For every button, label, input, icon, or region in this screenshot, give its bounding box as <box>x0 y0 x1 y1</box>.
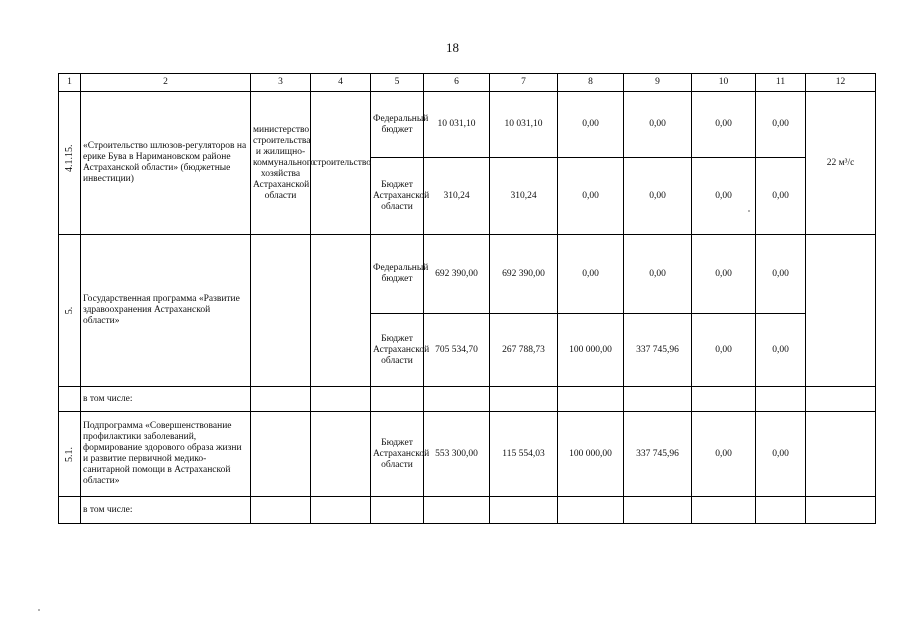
row-number: 5.1. <box>64 446 75 462</box>
including-label: в том числе: <box>81 497 251 524</box>
page-number: 18 <box>446 40 459 55</box>
result-cell <box>806 235 876 387</box>
value-cell: 0,00 <box>692 235 756 314</box>
program-name-cell: Подпрограмма «Совершенствование профилактики заболеваний, формирование здорового образа жизни и развитие первичной медико-санитарной помощи в Астраханской области» <box>81 412 251 497</box>
value-cell: 0,00 <box>756 314 806 387</box>
value-cell: 10 031,10 <box>490 92 558 158</box>
table-row <box>59 92 876 158</box>
executor-cell <box>251 412 311 497</box>
object-type-cell <box>311 235 371 387</box>
header-cell: 8 <box>558 74 624 92</box>
table-row <box>59 387 876 412</box>
funding-source-cell: Бюджет Астраханской области <box>371 412 424 497</box>
header-cell: 2 <box>81 74 251 92</box>
executor-cell <box>251 235 311 387</box>
value-cell: 310,24 <box>424 158 490 235</box>
header-cell: 9 <box>624 74 692 92</box>
row-number: 4.1.15. <box>64 144 75 172</box>
funding-source-cell: Федеральный бюджет <box>371 235 424 314</box>
table-row <box>59 235 876 314</box>
value-cell: 0,00 <box>756 158 806 235</box>
header-row <box>59 74 876 92</box>
value-cell: 0,00 <box>692 92 756 158</box>
value-cell: 310,24 <box>490 158 558 235</box>
table-row <box>59 412 876 497</box>
executor-cell: министерство строительства и жилищно-коммунального хозяйства Астраханской области <box>251 92 311 235</box>
budget-table <box>58 73 876 524</box>
value-cell: 0,00 <box>692 314 756 387</box>
value-cell: 115 554,03 <box>490 412 558 497</box>
program-name-cell: «Строительство шлюзов-регуляторов на ерике Бува в Наримановском районе Астраханской области» (бюджетные инвестиции) <box>81 92 251 235</box>
value-cell: 0,00 <box>692 412 756 497</box>
funding-source-cell: Бюджет Астраханской области <box>371 158 424 235</box>
header-cell: 6 <box>424 74 490 92</box>
header-cell: 3 <box>251 74 311 92</box>
header-cell: 10 <box>692 74 756 92</box>
program-name-cell: Государственная программа «Развитие здравоохранения Астраханской области» <box>81 235 251 387</box>
header-cell: 4 <box>311 74 371 92</box>
row-number-cell <box>59 92 81 235</box>
value-cell: 692 390,00 <box>424 235 490 314</box>
row-number-cell <box>59 235 81 387</box>
header-cell: 7 <box>490 74 558 92</box>
value-cell: 0,00 <box>624 235 692 314</box>
row-number-cell <box>59 412 81 497</box>
value-cell: 0,00 <box>558 235 624 314</box>
scan-speck <box>748 210 750 212</box>
object-type-cell <box>311 412 371 497</box>
result-cell <box>806 412 876 497</box>
table-row <box>59 497 876 524</box>
value-cell: 0,00 <box>756 412 806 497</box>
value-cell: 692 390,00 <box>490 235 558 314</box>
value-cell: 100 000,00 <box>558 314 624 387</box>
value-cell: 100 000,00 <box>558 412 624 497</box>
value-cell: 337 745,96 <box>624 314 692 387</box>
value-cell: 0,00 <box>756 235 806 314</box>
value-cell: 267 788,73 <box>490 314 558 387</box>
value-cell: 0,00 <box>558 158 624 235</box>
including-label: в том числе: <box>81 387 251 412</box>
funding-source-cell: Федеральный бюджет <box>371 92 424 158</box>
row-number-cell <box>59 387 81 412</box>
value-cell: 337 745,96 <box>624 412 692 497</box>
header-cell: 1 <box>59 74 81 92</box>
value-cell: 10 031,10 <box>424 92 490 158</box>
header-cell: 12 <box>806 74 876 92</box>
value-cell: 0,00 <box>558 92 624 158</box>
header-cell: 5 <box>371 74 424 92</box>
object-type-cell: строительство <box>311 92 371 235</box>
scan-speck <box>38 609 40 611</box>
row-number: 5. <box>64 306 75 315</box>
value-cell: 0,00 <box>756 92 806 158</box>
result-cell: 22 м³/с <box>806 92 876 235</box>
row-number-cell <box>59 497 81 524</box>
value-cell: 705 534,70 <box>424 314 490 387</box>
value-cell: 0,00 <box>624 92 692 158</box>
value-cell: 553 300,00 <box>424 412 490 497</box>
funding-source-cell: Бюджет Астраханской области <box>371 314 424 387</box>
header-cell: 11 <box>756 74 806 92</box>
value-cell: 0,00 <box>692 158 756 235</box>
value-cell: 0,00 <box>624 158 692 235</box>
